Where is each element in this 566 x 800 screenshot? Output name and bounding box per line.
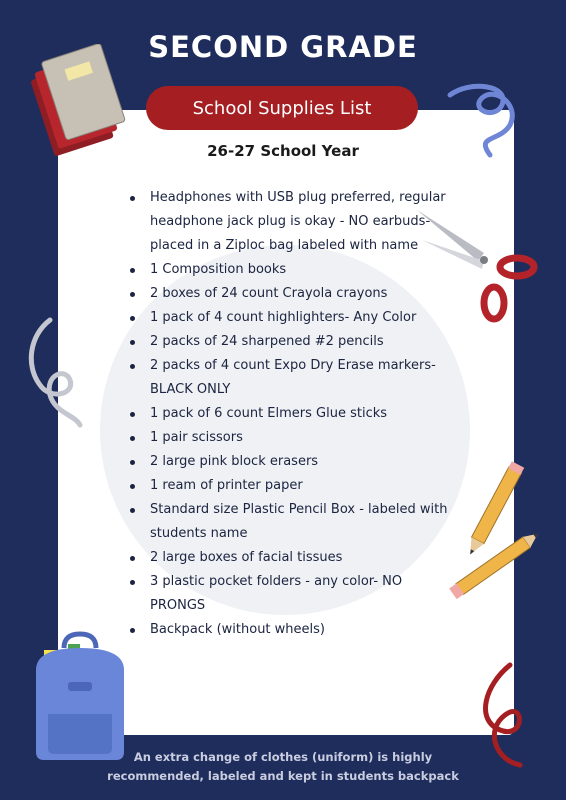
list-item: Standard size Plastic Pencil Box - labeled with students name (130, 498, 450, 546)
list-item: Backpack (without wheels) (130, 618, 450, 642)
list-item: 3 plastic pocket folders - any color- NO PRONGS (130, 570, 450, 618)
list-item: 1 ream of printer paper (130, 474, 450, 498)
school-year: 26-27 School Year (207, 142, 359, 160)
subtitle-text: School Supplies List (192, 97, 372, 119)
notebooks-icon (26, 44, 136, 159)
swirl-icon (20, 315, 90, 430)
list-item: 1 pack of 4 count highlighters- Any Color (130, 306, 450, 330)
list-item: 2 large pink block erasers (130, 450, 450, 474)
footer-line-1: An extra change of clothes (uniform) is highly (133, 750, 433, 764)
scissors-icon (412, 205, 552, 330)
list-item: Headphones with USB plug preferred, regular headphone jack plug is okay - NO earbuds- placed in a Ziploc bag labeled with name (130, 186, 450, 258)
pencil-icon (440, 525, 550, 605)
list-item: 2 packs of 24 sharpened #2 pencils (130, 330, 450, 354)
footer-note (0, 748, 566, 786)
list-item: 1 pair scissors (130, 426, 450, 450)
subtitle-banner (146, 86, 418, 130)
footer-line-2: recommended, labeled and kept in students backpack (107, 769, 459, 783)
list-item: 2 packs of 4 count Expo Dry Erase markers- BLACK ONLY (130, 354, 450, 402)
list-item: 2 boxes of 24 count Crayola crayons (130, 282, 450, 306)
page-title: SECOND GRADE (148, 30, 418, 64)
list-item: 1 pack of 6 count Elmers Glue sticks (130, 402, 450, 426)
supplies-list (130, 186, 450, 642)
list-item: 1 Composition books (130, 258, 450, 282)
swirl-icon (440, 80, 530, 170)
backpack-icon (28, 630, 133, 765)
list-item: 2 large boxes of facial tissues (130, 546, 450, 570)
